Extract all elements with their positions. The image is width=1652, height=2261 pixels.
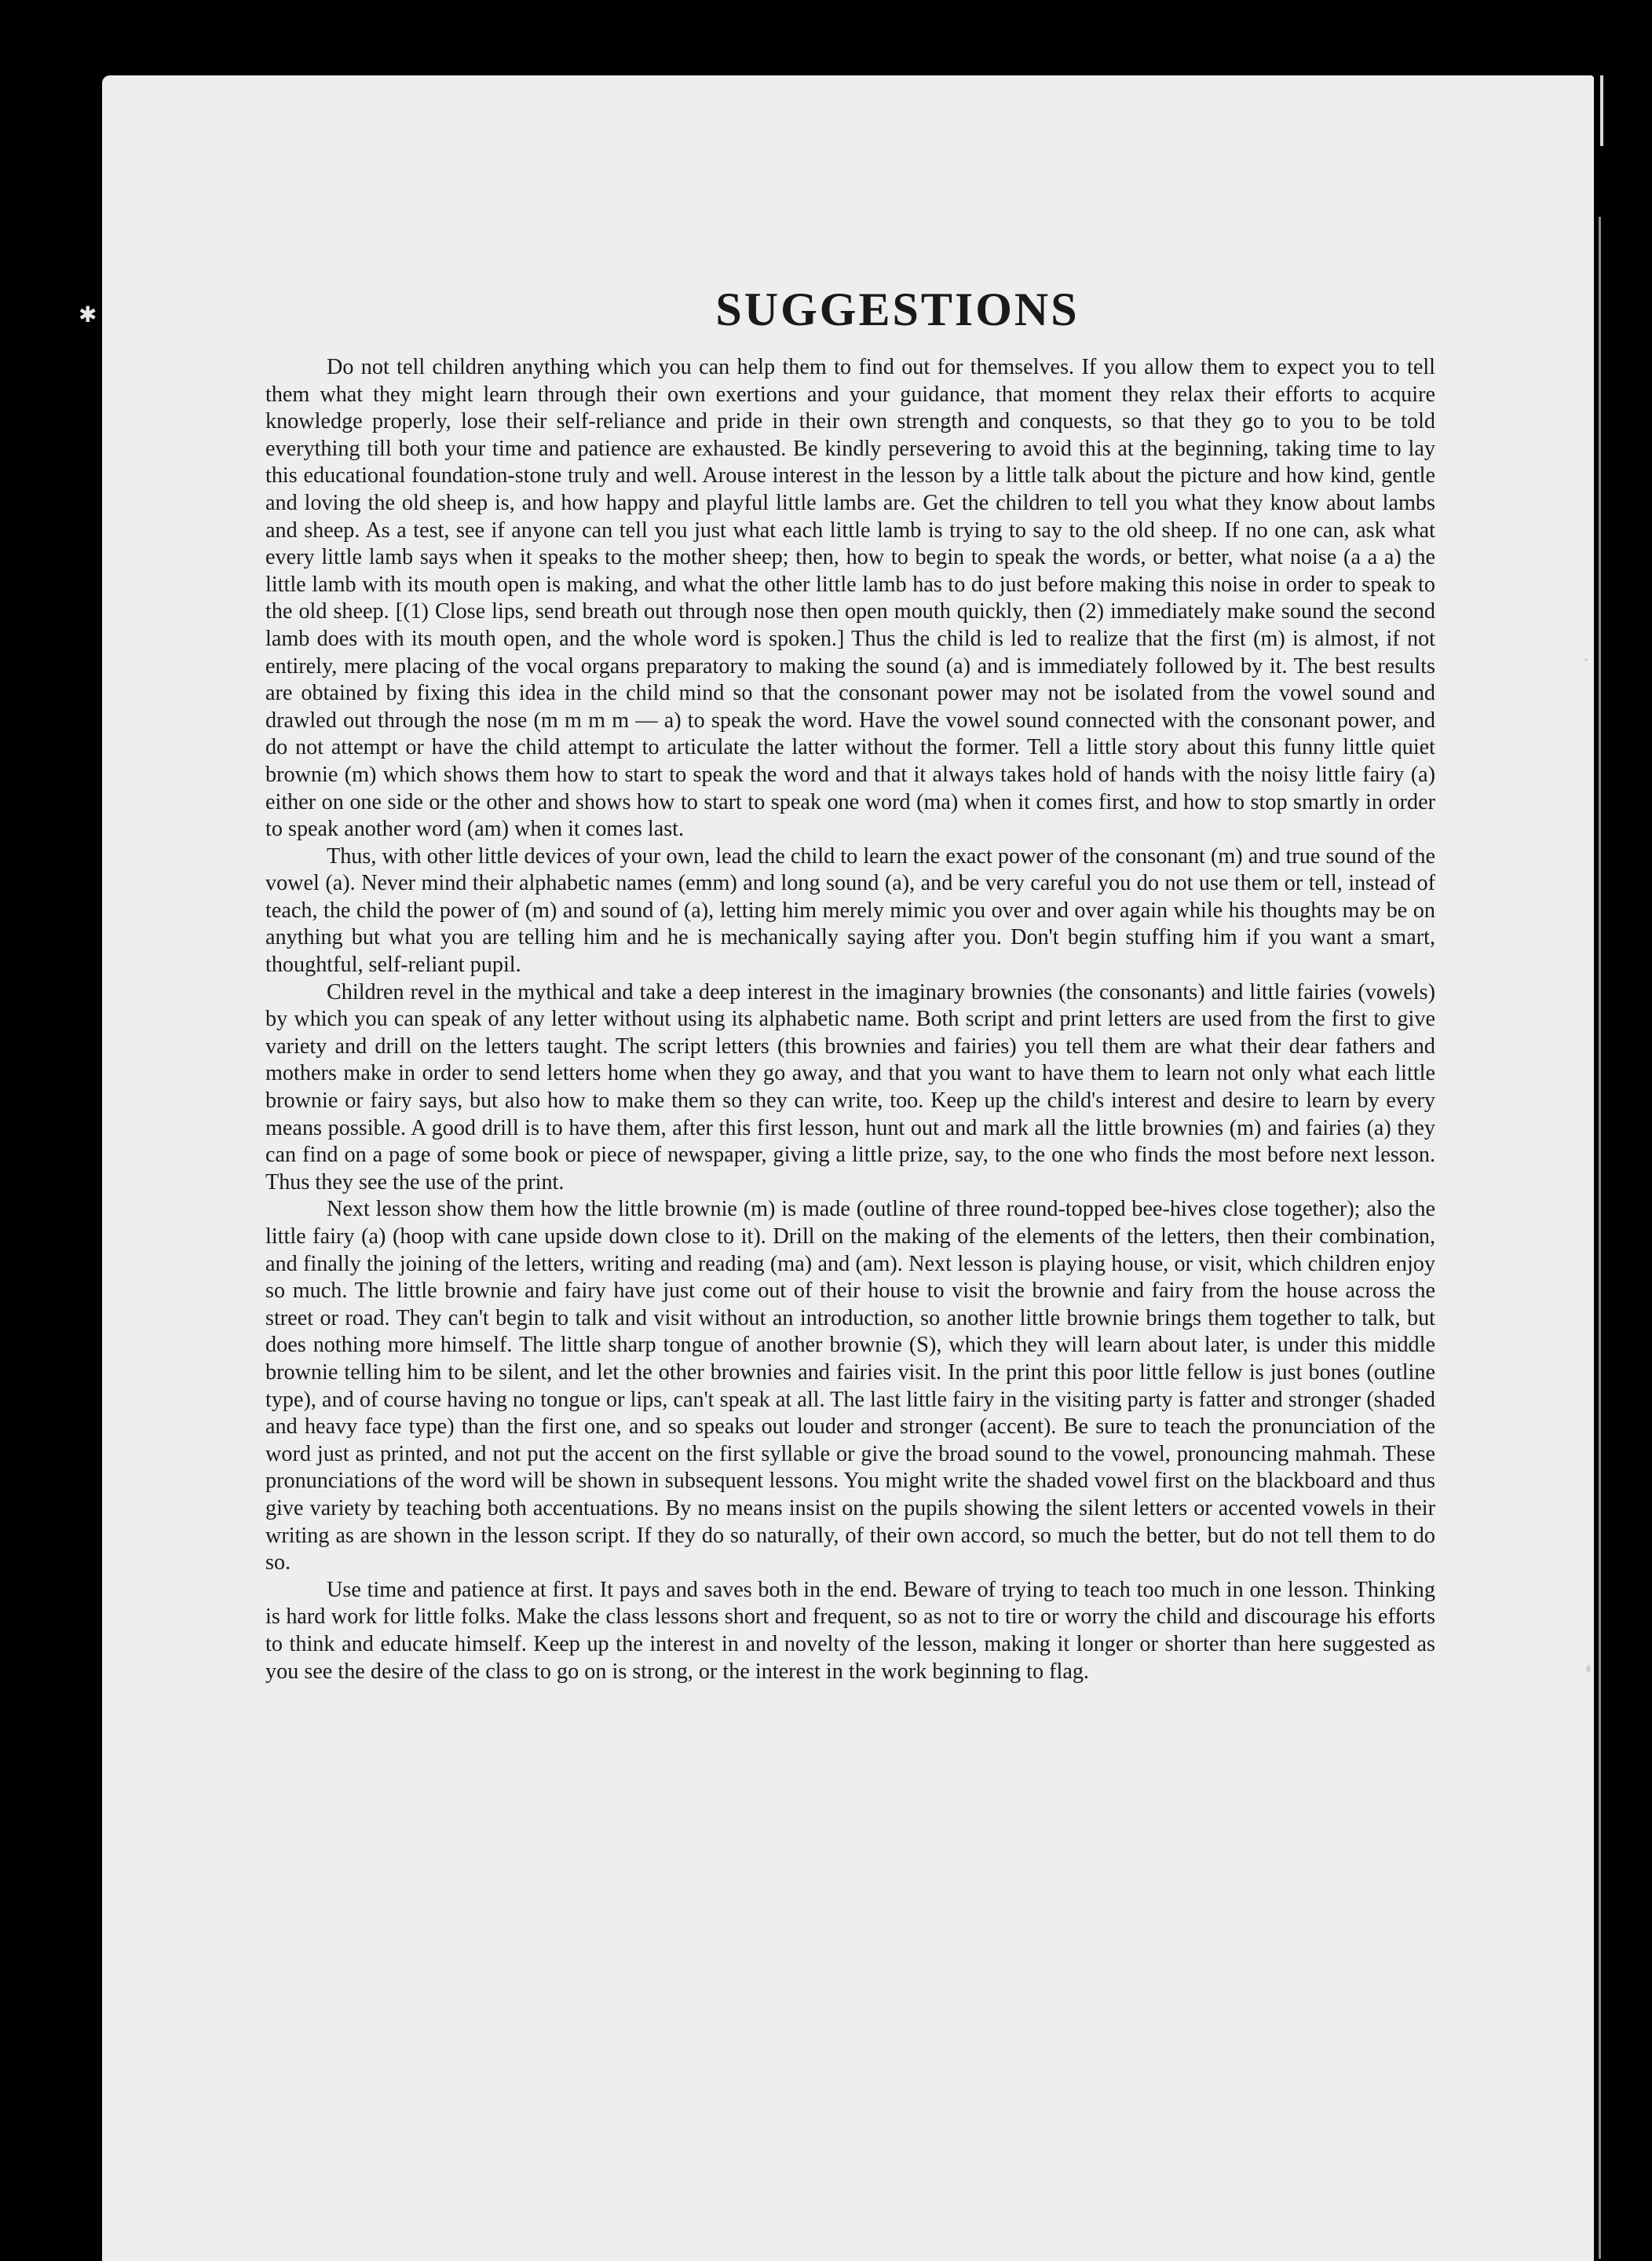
paragraph: Next lesson show them how the little brownie (m) is made (outline of three round-topped bee-hives close together); also the little fairy (a) (hoop with cane upside down close to it). Drill on the making of the elements of the letters, then their combination, and finally the joining of the letters, writing and reading (ma) and (am). Next lesson is playing house, or visit, which children enjoy so much. The little brownie and fairy have just come out of their house to visit the brownie and fairy from the house across the street or road. They can't begin to talk and visit without an introduction, so another little brownie brings them together to talk, but does nothing more himself. The little sharp tongue of another brownie (S), which they will learn about later, is under this middle brownie telling him to be silent, and let the other brownies and fairies visit. In the print this poor little fellow is just bones (outline type), and of course having no tongue or lips, can't speak at all. The last little fairy in the visiting party is fatter and stronger (shaded and heavy face type) than the first one, and so speaks out louder and stronger (accent). Be sure to teach the pronunciation of the word just as printed, and not put the accent on the first syllable or give the broad sound to the vowel, pronouncing mahmah. These pronunciations of the word will be shown in subsequent lessons. You might write the shaded vowel first on the blackboard and thus give variety by teaching both accentuations. By no means insist on the pupils showing the silent letters or accented vowels in their writing as are shown in the lesson script. If they do so naturally, of their own accord, so much the better, but do not tell them to do so.	[265, 1197, 1435, 1575]
page-edge-line	[1599, 217, 1601, 2259]
page-edge-line	[1600, 75, 1603, 146]
paragraph: Do not tell children anything which you can help them to find out for themselves. If you allow them to expect you to tell them what they might learn through their own exertions and your guidance, that moment they relax their efforts to acquire knowledge properly, lose their self-reliance and pride in their own strength and conquests, so that they go to you to be told everything till both your time and patience are exhausted. Be kindly persevering to avoid this at the beginning, taking time to lay this educational foundation-stone truly and well. Arouse interest in the lesson by a little talk about the picture and how kind, gentle and loving the old sheep is, and how happy and playful little lambs are. Get the children to tell you what they know about lambs and sheep. As a test, see if anyone can tell you just what each little lamb is trying to say to the old sheep. If no one can, ask what every little lamb says when it speaks to the mother sheep; then, how to begin to speak the words, or better, what noise (a a a) the little lamb with its mouth open is making, and what the other little lamb has to do just before making this noise in order to speak to the old sheep. [(1) Close lips, send breath out through nose then open mouth quickly, then (2) immediately make sound the second lamb does with its mouth open, and the whole word is spoken.] Thus the child is led to realize that the first (m) is almost, if not entirely, mere placing of the vocal organs preparatory to making the sound (a) and is immediately followed by it. The best results are obtained by fixing this idea in the child mind so that the consonant power may not be isolated from the vowel sound and drawled out through the nose (m m m m — a) to speak the word. Have the vowel sound connected with the consonant power, and do not attempt or have the child attempt to articulate the latter without the former. Tell a little story about this funny little quiet brownie (m) which shows them how to start to speak the word and that it always takes hold of hands with the noisy little fairy (a) either on one side or the other and shows how to start to speak one word (ma) when it comes first, and how to stop smartly in order to speak another word (am) when it comes last.	[265, 355, 1435, 842]
scan-blot: ✱	[79, 302, 97, 327]
scan-speck	[1584, 658, 1588, 661]
page-title: SUGGESTIONS	[715, 284, 1080, 335]
paragraph: Children revel in the mythical and take a deep interest in the imaginary brownies (the consonants) and little fairies (vowels) by which you can speak of any letter without using its alphabetic name. Both script and print letters are used from the first to give variety and drill on the letters taught. The script letters (this brownies and fairies) you tell them are what their dear fathers and mothers make in order to send letters home when they go away, and that you want to have them to learn not only what each little brownie or fairy says, but also how to make them so they can write, too. Keep up the child's interest and desire to learn by every means possible. A good drill is to have them, after this first lesson, hunt out and mark all the little brownies (m) and fairies (a) they can find on a page of some book or piece of newspaper, giving a little prize, say, to the one who finds the most before next lesson. Thus they see the use of the print.	[265, 979, 1435, 1195]
facing-page-edge	[1594, 75, 1652, 2261]
scan-speck	[1586, 1665, 1591, 1673]
paragraph: Thus, with other little devices of your own, lead the child to learn the exact power of the consonant (m) and true sound of the vowel (a). Never mind their alphabetic names (emm) and long sound (a), and be very careful you do not use them or tell, instead of teach, the child the power of (m) and sound of (a), letting him merely mimic you over and over again while his thoughts may be on anything but what you are telling him and he is mechanically saying after you. Don't begin stuffing him if you want a smart, thoughtful, self-reliant pupil.	[265, 843, 1435, 978]
paragraph: Use time and patience at first. It pays and saves both in the end. Beware of trying to teach too much in one lesson. Thinking is hard work for little folks. Make the class lessons short and frequent, so as not to tire or worry the child and discourage his efforts to think and educate himself. Keep up the interest in and novelty of the lesson, making it longer or shorter than here suggested as you see the desire of the class to go on is strong, or the interest in the work beginning to flag.	[265, 1577, 1435, 1684]
document-body	[265, 283, 1435, 1685]
